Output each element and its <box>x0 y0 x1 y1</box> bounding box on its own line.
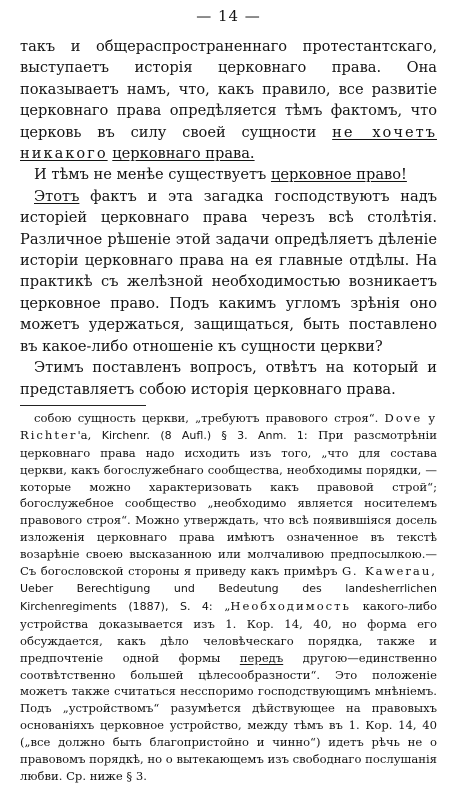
p2-emphasis: церковное право! <box>270 166 407 184</box>
fn-author-richter: y Richter <box>20 410 437 442</box>
fn-text-2: 'а, <box>77 427 102 442</box>
main-text <box>20 36 437 400</box>
fn-citation-ueber: Ueber Berechtigung und Bedeutung des landesherrlichen Kirchenregiments (1887), S. 4: <box>20 581 437 613</box>
footnote-divider <box>20 405 146 406</box>
p1-text-a: такъ и общераспространеннаго протестантскаго, выступаетъ исторія церковнаго права. Она показываетъ намъ, что, какъ правило, все развитіе церковнаго права опредѣляется тѣмъ фактомъ, что церковь въ силу своей сущности <box>20 38 437 141</box>
paragraph-1 <box>20 36 437 164</box>
fn-citation-kirchenr: Kirchenr. (8 Aufl.) § 3. Anm. 1: <box>101 428 308 442</box>
p3-emphasis: Этотъ <box>34 187 80 205</box>
fn-text-6: другою—единственно соотвѣтственно большей цѣлесообразности“. Это положеніе можетъ также считаться несспоримо господствующимъ мнѣніемъ. Подъ „устройствомъ“ разумѣется дѣйствующее на правовыхъ основаніяхъ церковное устройство, между тѣмъ въ 1. Кор. 14, 40 („все должно быть благопристойно и чинно“) идетъ рѣчь не о правовомъ порядкѣ, но о вытекающемъ изъ свободнаго послушанія любви. Ср. ниже § 3. <box>20 650 437 783</box>
fn-text-1: собою сущность церкви, „требуютъ правового строя“. <box>34 410 385 425</box>
fn-emphasis-pered: передъ <box>239 650 284 665</box>
fn-author-dove: Dove <box>384 410 423 425</box>
fn-author-kawerau: G. Kawerau, <box>341 564 437 579</box>
footnote <box>20 410 437 785</box>
fn-emphasis-neobh: Необходимость <box>230 598 351 613</box>
fn-text-4: „ <box>212 598 231 613</box>
p3-text: фактъ и эта загадка господствуютъ надъ исторіей церковнаго права черезъ всѣ столѣтія. Различное рѣшеніе этой задачи опредѣляетъ дѣленіе исторіи церковнаго права на ея главные отдѣлы. На практикѣ съ желѣзной необходимостью возникаетъ церковное право. Подъ какимъ угломъ зрѣнія оно можетъ удержаться, защищаться, быть поставлено въ какое-либо отношеніе къ сущности церкви? <box>20 187 437 355</box>
paragraph-2 <box>20 164 437 185</box>
p1-emphasis-2: никакого <box>20 145 108 163</box>
paragraph-4: Этимъ поставленъ вопросъ, отвѣтъ на который и представляетъ собою исторія церковнаго права. <box>20 359 437 398</box>
p1-emphasis-1: не хочетъ <box>332 123 437 141</box>
fn-text-3: При разсмотрѣніи церковнаго права надо исходить изъ того, „что для состава церкви, какъ богослужебнаго сообщества, необходимы порядки, — которые можно характеризовать какъ правовой строй“; богослужебное сообщество „необходимо является носителемъ правового строя“. Можно утверждать, что всѣ появившіяся досель изложенія церковнаго права имѣютъ означенное въ текстѣ возарѣніе своею высказанною или молчаливою предпосылкою.—Съ богословской стороны я приведу какъ примѣръ <box>20 427 437 579</box>
p2-text: И тѣмъ не менѣе существуетъ <box>34 166 271 184</box>
page-number: — 14 — <box>196 7 261 25</box>
fn-text-5: какого-либо устройства доказывается изъ 1. Кор. 14, 40, но форма его обсуждается, какъ дѣло человѣческаго порядка, также и предпочтеніе одной формы <box>20 598 437 665</box>
p1-emphasis-3: церковнаго права. <box>112 145 255 163</box>
paragraph-3 <box>20 186 437 357</box>
